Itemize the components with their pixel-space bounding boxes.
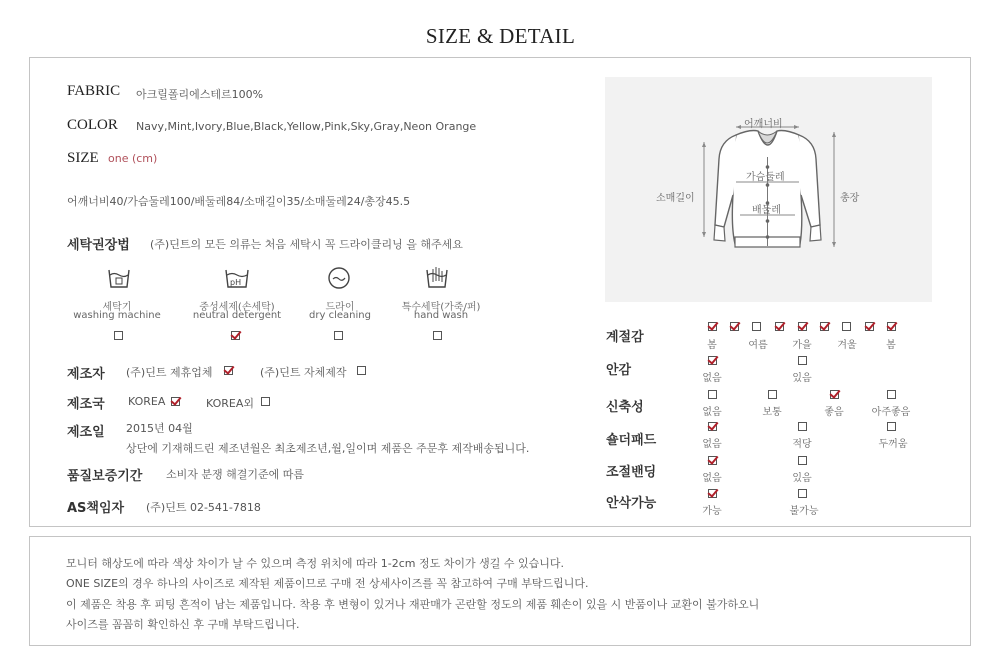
season-checkbox-4[interactable] [775,322,784,331]
stretch-label: 신축성 [606,400,644,415]
date-label: 제조일 [67,425,105,440]
season-checkbox-1[interactable] [708,322,717,331]
shoulder-pad-option-none: 없음 [702,439,722,450]
shoulder-pad-checkbox-moderate[interactable] [798,422,807,431]
shoulder-pad-label: 숄더패드 [606,433,657,448]
country-label: 제조국 [67,397,105,412]
notice-line-4: 사이즈를 꼼꼼히 확인하신 후 구매 부탁드립니다. [66,618,300,631]
color-value: Navy,Mint,Ivory,Blue,Black,Yellow,Pink,Sky,Gray,Neon Orange [136,120,477,133]
maker-option-1: (주)딘트 제휴업체 [126,366,213,379]
care-option-1-kr: 세탁기 [102,302,132,313]
stretch-option-normal: 보통 [762,407,782,418]
diagram-sleeve-label: 소매길이 [656,193,695,204]
season-option-spring-2: 봄 [886,340,896,351]
maker-checkbox-partner[interactable] [224,366,233,375]
care-option-4-en: hand wash [413,310,469,321]
season-checkbox-5[interactable] [798,322,807,331]
ph-icon-text: pH [230,278,242,287]
alteration-label: 안삭가능 [606,496,657,511]
season-option-summer: 여름 [748,340,768,351]
lining-checkbox-yes[interactable] [798,356,807,365]
banding-label: 조절밴딩 [606,465,657,480]
neutral-detergent-icon [224,266,250,290]
season-label: 계절감 [606,330,644,345]
lining-label: 안감 [606,363,632,378]
cardigan-diagram [605,77,932,302]
season-checkbox-7[interactable] [842,322,851,331]
shoulder-pad-option-thick: 두꺼움 [878,439,908,450]
care-label: 세탁권장법 [67,238,130,253]
notice-line-3: 이 제품은 착용 후 피팅 흔적이 남는 제품입니다. 착용 후 변형이 있거나 재판매가 곤란할 정도의 제품 훼손이 있을 시 반품이나 교환이 불가하오니 [66,598,760,611]
shoulder-pad-option-moderate: 적당 [792,439,812,450]
size-value: one (cm) [108,152,158,165]
country-option-2: KOREA외 [206,397,255,410]
washing-machine-icon [107,266,131,290]
stretch-option-good: 좋음 [824,407,844,418]
alteration-option-possible: 가능 [702,506,722,517]
fabric-value: 아크릴폴리에스테르100% [136,88,264,101]
warranty-label: 품질보증기간 [67,469,143,484]
maker-option-2: (주)딘트 자체제작 [260,366,347,379]
shoulder-pad-checkbox-thick[interactable] [887,422,896,431]
banding-option-none: 없음 [702,473,722,484]
fabric-label: FABRIC [67,83,121,99]
care-option-1-en: washing machine [73,310,161,321]
as-label: AS책임자 [67,501,125,516]
care-checkbox-hand-wash[interactable] [433,331,442,340]
season-checkbox-9[interactable] [887,322,896,331]
country-checkbox-korea[interactable] [171,397,180,406]
season-option-spring: 봄 [707,340,717,351]
diagram-waist-label: 배둘레 [752,205,781,216]
lining-option-none: 없음 [702,373,722,384]
lining-option-yes: 있음 [792,373,812,384]
care-note: (주)딘트의 모든 의류는 처음 세탁시 꼭 드라이클리닝 을 해주세요 [150,238,463,251]
alteration-option-impossible: 불가능 [789,506,819,517]
size-label: SIZE [67,150,99,166]
stretch-option-none: 없음 [702,407,722,418]
care-option-2-kr: 중성세제(손세탁) [199,302,275,313]
stretch-checkbox-very-good[interactable] [887,390,896,399]
care-checkbox-dry-cleaning[interactable] [334,331,343,340]
hand-wash-icon [425,265,449,290]
maker-label: 제조자 [67,367,105,382]
alteration-checkbox-impossible[interactable] [798,489,807,498]
date-value: 2015년 04월 [126,422,193,435]
season-option-winter: 겨울 [837,340,857,351]
care-checkbox-neutral-detergent[interactable] [231,331,240,340]
care-checkbox-washing-machine[interactable] [114,331,123,340]
color-label: COLOR [67,117,118,133]
banding-option-yes: 있음 [792,473,812,484]
stretch-checkbox-none[interactable] [708,390,717,399]
as-value: (주)딘트 02-541-7818 [146,501,261,514]
banding-checkbox-none[interactable] [708,456,717,465]
banding-checkbox-yes[interactable] [798,456,807,465]
measurements-text: 어깨너비40/가슴둘레100/배둘레84/소매길이35/소매둘레24/총장45.5 [67,195,411,208]
care-option-2-en: neutral detergent [192,310,282,321]
country-checkbox-other[interactable] [261,397,270,406]
notice-line-1: 모니터 해상도에 따라 색상 차이가 날 수 있으며 측정 위치에 따라 1-2cm 정도 차이가 생길 수 있습니다. [66,557,564,570]
diagram-chest-label: 가슴둘레 [746,172,785,183]
lining-checkbox-none[interactable] [708,356,717,365]
season-checkbox-3[interactable] [752,322,761,331]
season-option-autumn: 가을 [792,340,812,351]
stretch-option-very-good: 아주좋음 [871,407,911,418]
shoulder-pad-checkbox-none[interactable] [708,422,717,431]
notice-line-2: ONE SIZE의 경우 하나의 사이즈로 제작된 제품이므로 구매 전 상세사이즈를 꼭 참고하여 구매 부탁드립니다. [66,577,589,590]
season-checkbox-6[interactable] [820,322,829,331]
stretch-checkbox-normal[interactable] [768,390,777,399]
care-option-3-kr: 드라이 [325,302,355,313]
diagram-shoulder-label: 어깨너비 [744,119,783,130]
care-option-4-kr: 특수세탁(가죽/퍼) [401,302,481,313]
warranty-value: 소비자 분쟁 해결기준에 따름 [166,468,305,481]
diagram-length-label: 총장 [840,193,860,204]
alteration-checkbox-possible[interactable] [708,489,717,498]
date-note: 상단에 기재해드린 제조년월은 최초제조년,월,일이며 제품은 주문후 제작배송됩니다. [126,442,530,455]
dry-cleaning-icon [327,266,351,290]
stretch-checkbox-good[interactable] [830,390,839,399]
country-option-1: KOREA [128,395,166,408]
season-checkbox-2[interactable] [730,322,739,331]
care-option-3-en: dry cleaning [309,310,371,321]
season-checkbox-8[interactable] [865,322,874,331]
maker-checkbox-own[interactable] [357,366,366,375]
page-title: SIZE & DETAIL [425,24,576,48]
